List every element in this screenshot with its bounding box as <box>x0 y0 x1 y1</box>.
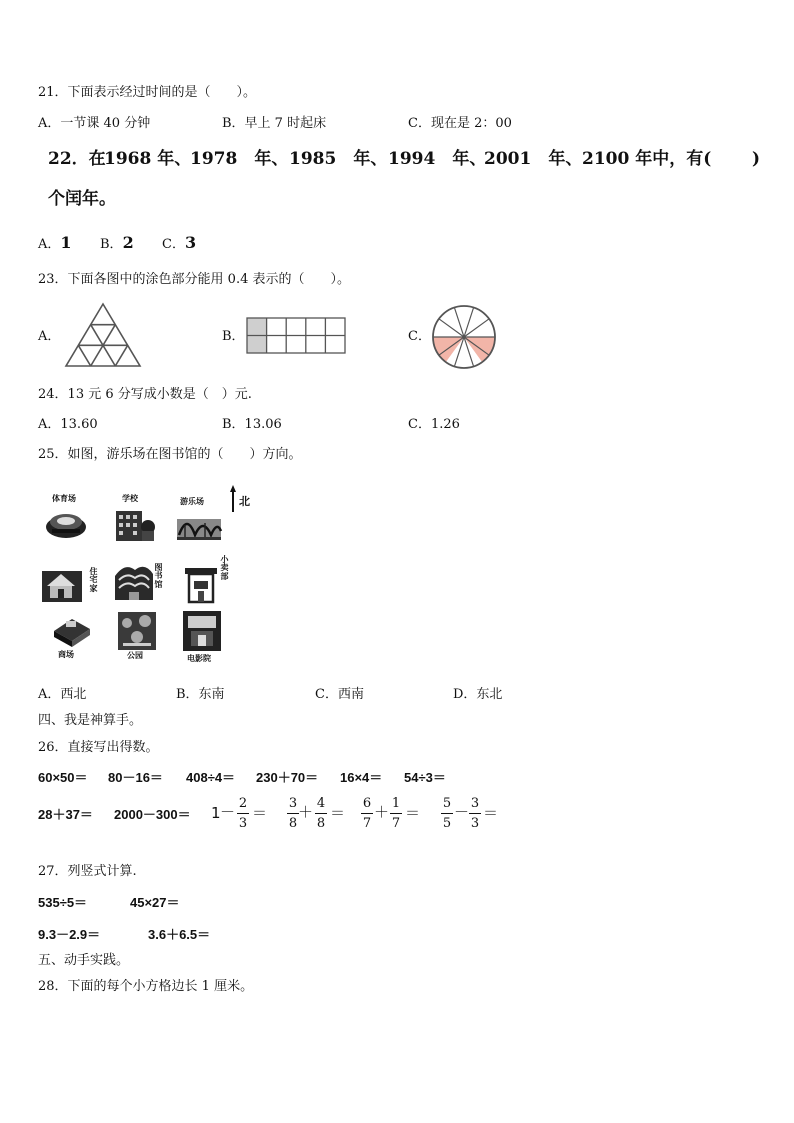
q22-year-2: 1978 年、 <box>190 149 289 169</box>
q25-option-b[interactable]: B．东南 <box>176 687 225 702</box>
q26-r1-2: 80－16＝ <box>108 770 163 785</box>
library-label: 图书馆 <box>154 563 163 589</box>
shop-label: 小卖部 <box>220 555 229 581</box>
q22-option-a-label: A． <box>38 237 61 252</box>
q26-r1-1: 60×50＝ <box>38 770 88 785</box>
f4-b-num: 3 <box>470 796 480 811</box>
stadium-label: 体育场 <box>52 494 76 503</box>
residence-icon <box>41 568 89 604</box>
f3-eq: ＝ <box>405 804 421 822</box>
mall-icon <box>50 613 92 649</box>
q24-option-b[interactable]: B．13.06 <box>222 417 282 432</box>
amusement-park-icon <box>175 509 223 541</box>
library-icon <box>111 560 155 604</box>
q22-year-6: 2100 年中，有( <box>582 149 712 169</box>
f2-eq: ＝ <box>330 804 346 822</box>
f3-b-den: 7 <box>391 816 401 831</box>
q23-option-b-label[interactable]: B． <box>222 329 245 344</box>
mall-label: 商场 <box>58 650 74 659</box>
f1-bar <box>237 813 249 814</box>
q27-r1-1: 535÷5＝ <box>38 895 88 910</box>
park-icon <box>117 611 157 651</box>
q22-year-4: 1994 年、 <box>388 149 487 169</box>
q23-option-a-label[interactable]: A． <box>38 329 61 344</box>
f2-b-bar <box>315 813 327 814</box>
f4-a-bar <box>441 813 453 814</box>
q22-prefix: 22．在 <box>48 149 106 169</box>
f1-num: 2 <box>238 796 248 811</box>
cinema-icon <box>182 610 222 652</box>
cinema-label: 电影院 <box>187 654 211 663</box>
f2-a-num: 3 <box>288 796 298 811</box>
q25-option-d[interactable]: D．东北 <box>453 687 503 702</box>
q22-paren-close: ) <box>752 149 761 169</box>
q27-r2-2: 3.6＋6.5＝ <box>148 927 211 942</box>
q26-r2-1: 28＋37＝ <box>38 807 93 822</box>
section4-title: 四、我是神算手。 <box>38 713 143 728</box>
school-icon <box>112 503 156 543</box>
section5-title: 五、动手实践。 <box>38 953 130 968</box>
f4-b-den: 3 <box>470 816 480 831</box>
q21-option-a[interactable]: A．一节课 40 分钟 <box>38 116 151 131</box>
q21-stem: 21．下面表示经过时间的是（ ）。 <box>38 85 257 100</box>
q22-option-a[interactable] <box>38 235 72 251</box>
q26-r1-3: 408÷4＝ <box>186 770 236 785</box>
q21-option-c[interactable]: C．现在是 2：00 <box>408 116 512 131</box>
f3-a-num: 6 <box>362 796 372 811</box>
f2-a-den: 8 <box>288 816 298 831</box>
f4-op: － <box>454 803 470 821</box>
q26-r2-2: 2000－300＝ <box>114 807 191 822</box>
q25-option-c[interactable]: C．西南 <box>315 687 364 702</box>
f2-op: ＋ <box>298 803 314 821</box>
amusement-label: 游乐场 <box>180 497 204 506</box>
f2-b-num: 4 <box>316 796 326 811</box>
f3-a-den: 7 <box>362 816 372 831</box>
q22-line2: 个闰年。 <box>48 189 116 209</box>
grid-figure <box>246 317 346 355</box>
q23-stem: 23．下面各图中的涂色部分能用 0.4 表示的（ ）。 <box>38 272 350 287</box>
q26-r1-5: 16×4＝ <box>340 770 383 785</box>
q28-stem: 28．下面的每个小方格边长 1 厘米。 <box>38 979 254 994</box>
q22-option-c-label: C． <box>162 237 185 252</box>
q24-option-c[interactable]: C．1.26 <box>408 417 460 432</box>
q21-option-b[interactable]: B．早上 7 时起床 <box>222 116 327 131</box>
q27-r1-2: 45×27＝ <box>130 895 180 910</box>
q24-option-a[interactable]: A．13.60 <box>38 417 98 432</box>
q27-stem: 27．列竖式计算. <box>38 864 137 879</box>
q23-option-c-label[interactable]: C． <box>408 329 431 344</box>
q22-year-5: 2001 年、 <box>484 149 583 169</box>
q22-option-c-value: 3 <box>184 233 197 252</box>
q25-stem: 25．如图，游乐场在图书馆的（ ）方向。 <box>38 447 302 462</box>
q24-stem: 24．13 元 6 分写成小数是（ ）元. <box>38 387 252 402</box>
f3-b-bar <box>390 813 402 814</box>
q22-option-b-label: B． <box>100 237 123 252</box>
pie-figure <box>430 303 498 371</box>
f1-den: 3 <box>238 816 248 831</box>
f1-whole: 1 <box>211 804 221 822</box>
q22-option-b[interactable] <box>100 235 134 251</box>
school-label: 学校 <box>122 494 138 503</box>
q22-option-b-value: 2 <box>122 233 134 252</box>
q26-r1-6: 54÷3＝ <box>404 770 446 785</box>
residence-label: 住宅家 <box>89 567 98 593</box>
f1-eq: ＝ <box>252 804 268 822</box>
q22-year-3: 1985 年、 <box>289 149 388 169</box>
q26-stem: 26．直接写出得数。 <box>38 740 159 755</box>
f2-b-den: 8 <box>316 816 326 831</box>
park-label: 公园 <box>127 651 143 660</box>
q22-year-1: 1968 年、 <box>104 149 192 169</box>
shop-icon <box>183 564 219 604</box>
stadium-icon <box>44 507 88 541</box>
q26-r1-4: 230＋70＝ <box>256 770 319 785</box>
f1-op: － <box>220 803 236 821</box>
f3-op: ＋ <box>374 803 390 821</box>
f4-b-bar <box>469 813 481 814</box>
f4-a-num: 5 <box>442 796 452 811</box>
north-arrow-icon <box>229 485 237 513</box>
q25-option-a[interactable]: A．西北 <box>38 687 87 702</box>
f3-b-num: 1 <box>391 796 401 811</box>
f4-a-den: 5 <box>442 816 452 831</box>
f3-a-bar <box>361 813 373 814</box>
q22-option-c[interactable] <box>162 235 196 251</box>
q22-option-a-value: 1 <box>60 233 72 252</box>
north-label: 北 <box>239 495 250 508</box>
f4-eq: ＝ <box>483 804 499 822</box>
q27-r2-1: 9.3－2.9＝ <box>38 927 101 942</box>
triangle-figure <box>64 302 142 368</box>
